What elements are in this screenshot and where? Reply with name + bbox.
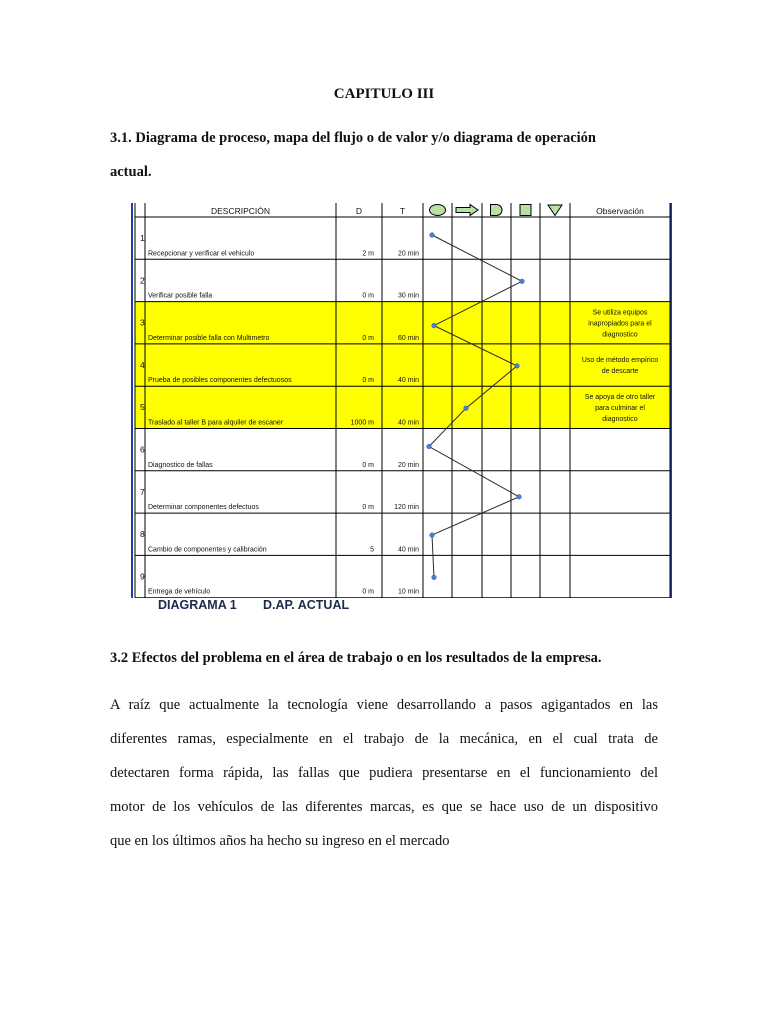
row-number: 8 bbox=[140, 529, 145, 540]
row-time: 20 min bbox=[397, 461, 419, 469]
flow-point bbox=[430, 533, 435, 538]
flow-point bbox=[430, 233, 435, 238]
row-time: 40 min bbox=[397, 419, 419, 427]
paragraph-line: diferentes ramas, especialmente en el trabajo de la mecánica, en el cual trata de bbox=[110, 731, 658, 747]
row-observation: para culminar el bbox=[595, 404, 645, 412]
flow-point bbox=[464, 406, 469, 411]
row-observation: inapropiados para el bbox=[588, 320, 652, 328]
row-observation: de descarte bbox=[601, 368, 639, 376]
row-observation: Se apoya de otro taller bbox=[584, 393, 656, 401]
row-number: 4 bbox=[140, 359, 145, 370]
diagram-caption-title: D.AP. ACTUAL bbox=[263, 598, 350, 612]
row-distance: 5 bbox=[370, 546, 374, 554]
row-description: Prueba de posibles componentes defectuosos bbox=[148, 377, 292, 385]
row-number: 2 bbox=[140, 275, 145, 286]
triangle-storage-icon bbox=[548, 205, 562, 216]
row-description: Recepcionar y verificar el vehiculo bbox=[148, 250, 255, 258]
paragraph-line: detectaren forma rápida, las fallas que pudiera presentarse en el funcionamiento del bbox=[110, 765, 658, 781]
row-description: Diagnostico de fallas bbox=[148, 461, 213, 469]
circle-operation-icon bbox=[430, 205, 446, 216]
row-distance: 0 m bbox=[362, 292, 374, 300]
paragraph-line: motor de los vehículos de las diferentes marcas, es que se hace uso de un dispositivo bbox=[110, 799, 658, 815]
process-diagram bbox=[130, 203, 672, 598]
flow-point bbox=[432, 323, 437, 328]
row-observation: Se utiliza equipos bbox=[592, 309, 648, 317]
flow-point bbox=[520, 279, 525, 284]
row-observation: diagnostico bbox=[602, 331, 638, 339]
row-number: 9 bbox=[140, 571, 145, 582]
section-31-heading-line2: actual. bbox=[110, 164, 152, 180]
row-time: 40 min bbox=[397, 377, 419, 385]
row-distance: 0 m bbox=[362, 504, 374, 512]
arrow-transport-icon bbox=[456, 205, 478, 216]
row-number: 7 bbox=[140, 486, 145, 497]
section-31-heading-line1: 3.1. Diagrama de proceso, mapa del flujo o de valor y/o diagrama de operación bbox=[110, 130, 596, 146]
section-32-heading: 3.2 Efectos del problema en el área de trabajo o en los resultados de la empresa. bbox=[110, 650, 602, 666]
row-distance: 0 m bbox=[362, 334, 374, 342]
row-observation: diagnostico bbox=[602, 415, 638, 423]
row-time: 20 min bbox=[397, 250, 419, 258]
row-distance: 0 m bbox=[362, 588, 374, 596]
row-time: 10 min bbox=[397, 588, 419, 596]
row-description: Determinar componentes defectuos bbox=[148, 504, 259, 512]
row-observation: Uso de método empírico bbox=[581, 357, 659, 365]
flow-point bbox=[517, 495, 522, 500]
row-distance: 1000 m bbox=[350, 419, 374, 427]
header-descripcion: DESCRIPCIÓN bbox=[210, 206, 271, 216]
paragraph-line: A raíz que actualmente la tecnología viene desarrollando a pasos agigantados en las bbox=[110, 697, 658, 713]
square-inspection-icon bbox=[520, 205, 531, 216]
header-observacion: Observación bbox=[596, 206, 644, 216]
row-time: 60 min bbox=[397, 334, 419, 342]
flow-point bbox=[515, 364, 520, 369]
row-time: 30 min bbox=[397, 292, 419, 300]
row-number: 6 bbox=[140, 444, 145, 455]
row-number: 3 bbox=[140, 317, 145, 328]
row-description: Verificar posible falla bbox=[148, 292, 213, 300]
row-description: Traslado al taller B para alquiler de escaner bbox=[148, 419, 284, 427]
chapter-title: CAPITULO III bbox=[333, 86, 435, 102]
row-number: 5 bbox=[140, 402, 145, 413]
diagram-caption-label: DIAGRAMA 1 bbox=[158, 598, 237, 612]
row-description: Cambio de componentes y calibración bbox=[148, 546, 267, 554]
row-distance: 0 m bbox=[362, 461, 374, 469]
header-t: T bbox=[399, 206, 406, 216]
d-delay-icon bbox=[491, 205, 503, 216]
paragraph-line: que en los últimos años ha hecho su ingreso en el mercado bbox=[110, 833, 450, 849]
flow-point bbox=[427, 444, 432, 449]
body-paragraph bbox=[110, 688, 658, 858]
row-time: 120 min bbox=[394, 504, 419, 512]
row-number: 1 bbox=[140, 233, 145, 243]
row-time: 40 min bbox=[397, 546, 419, 554]
header-d: D bbox=[355, 206, 363, 216]
row-distance: 2 m bbox=[362, 250, 374, 258]
process-diagram-table bbox=[130, 203, 672, 598]
row-distance: 0 m bbox=[362, 377, 374, 385]
row-description: Determinar posible falla con Multimetro bbox=[148, 334, 270, 342]
row-description: Entrega de vehículo bbox=[148, 588, 211, 596]
flow-point bbox=[432, 575, 437, 580]
